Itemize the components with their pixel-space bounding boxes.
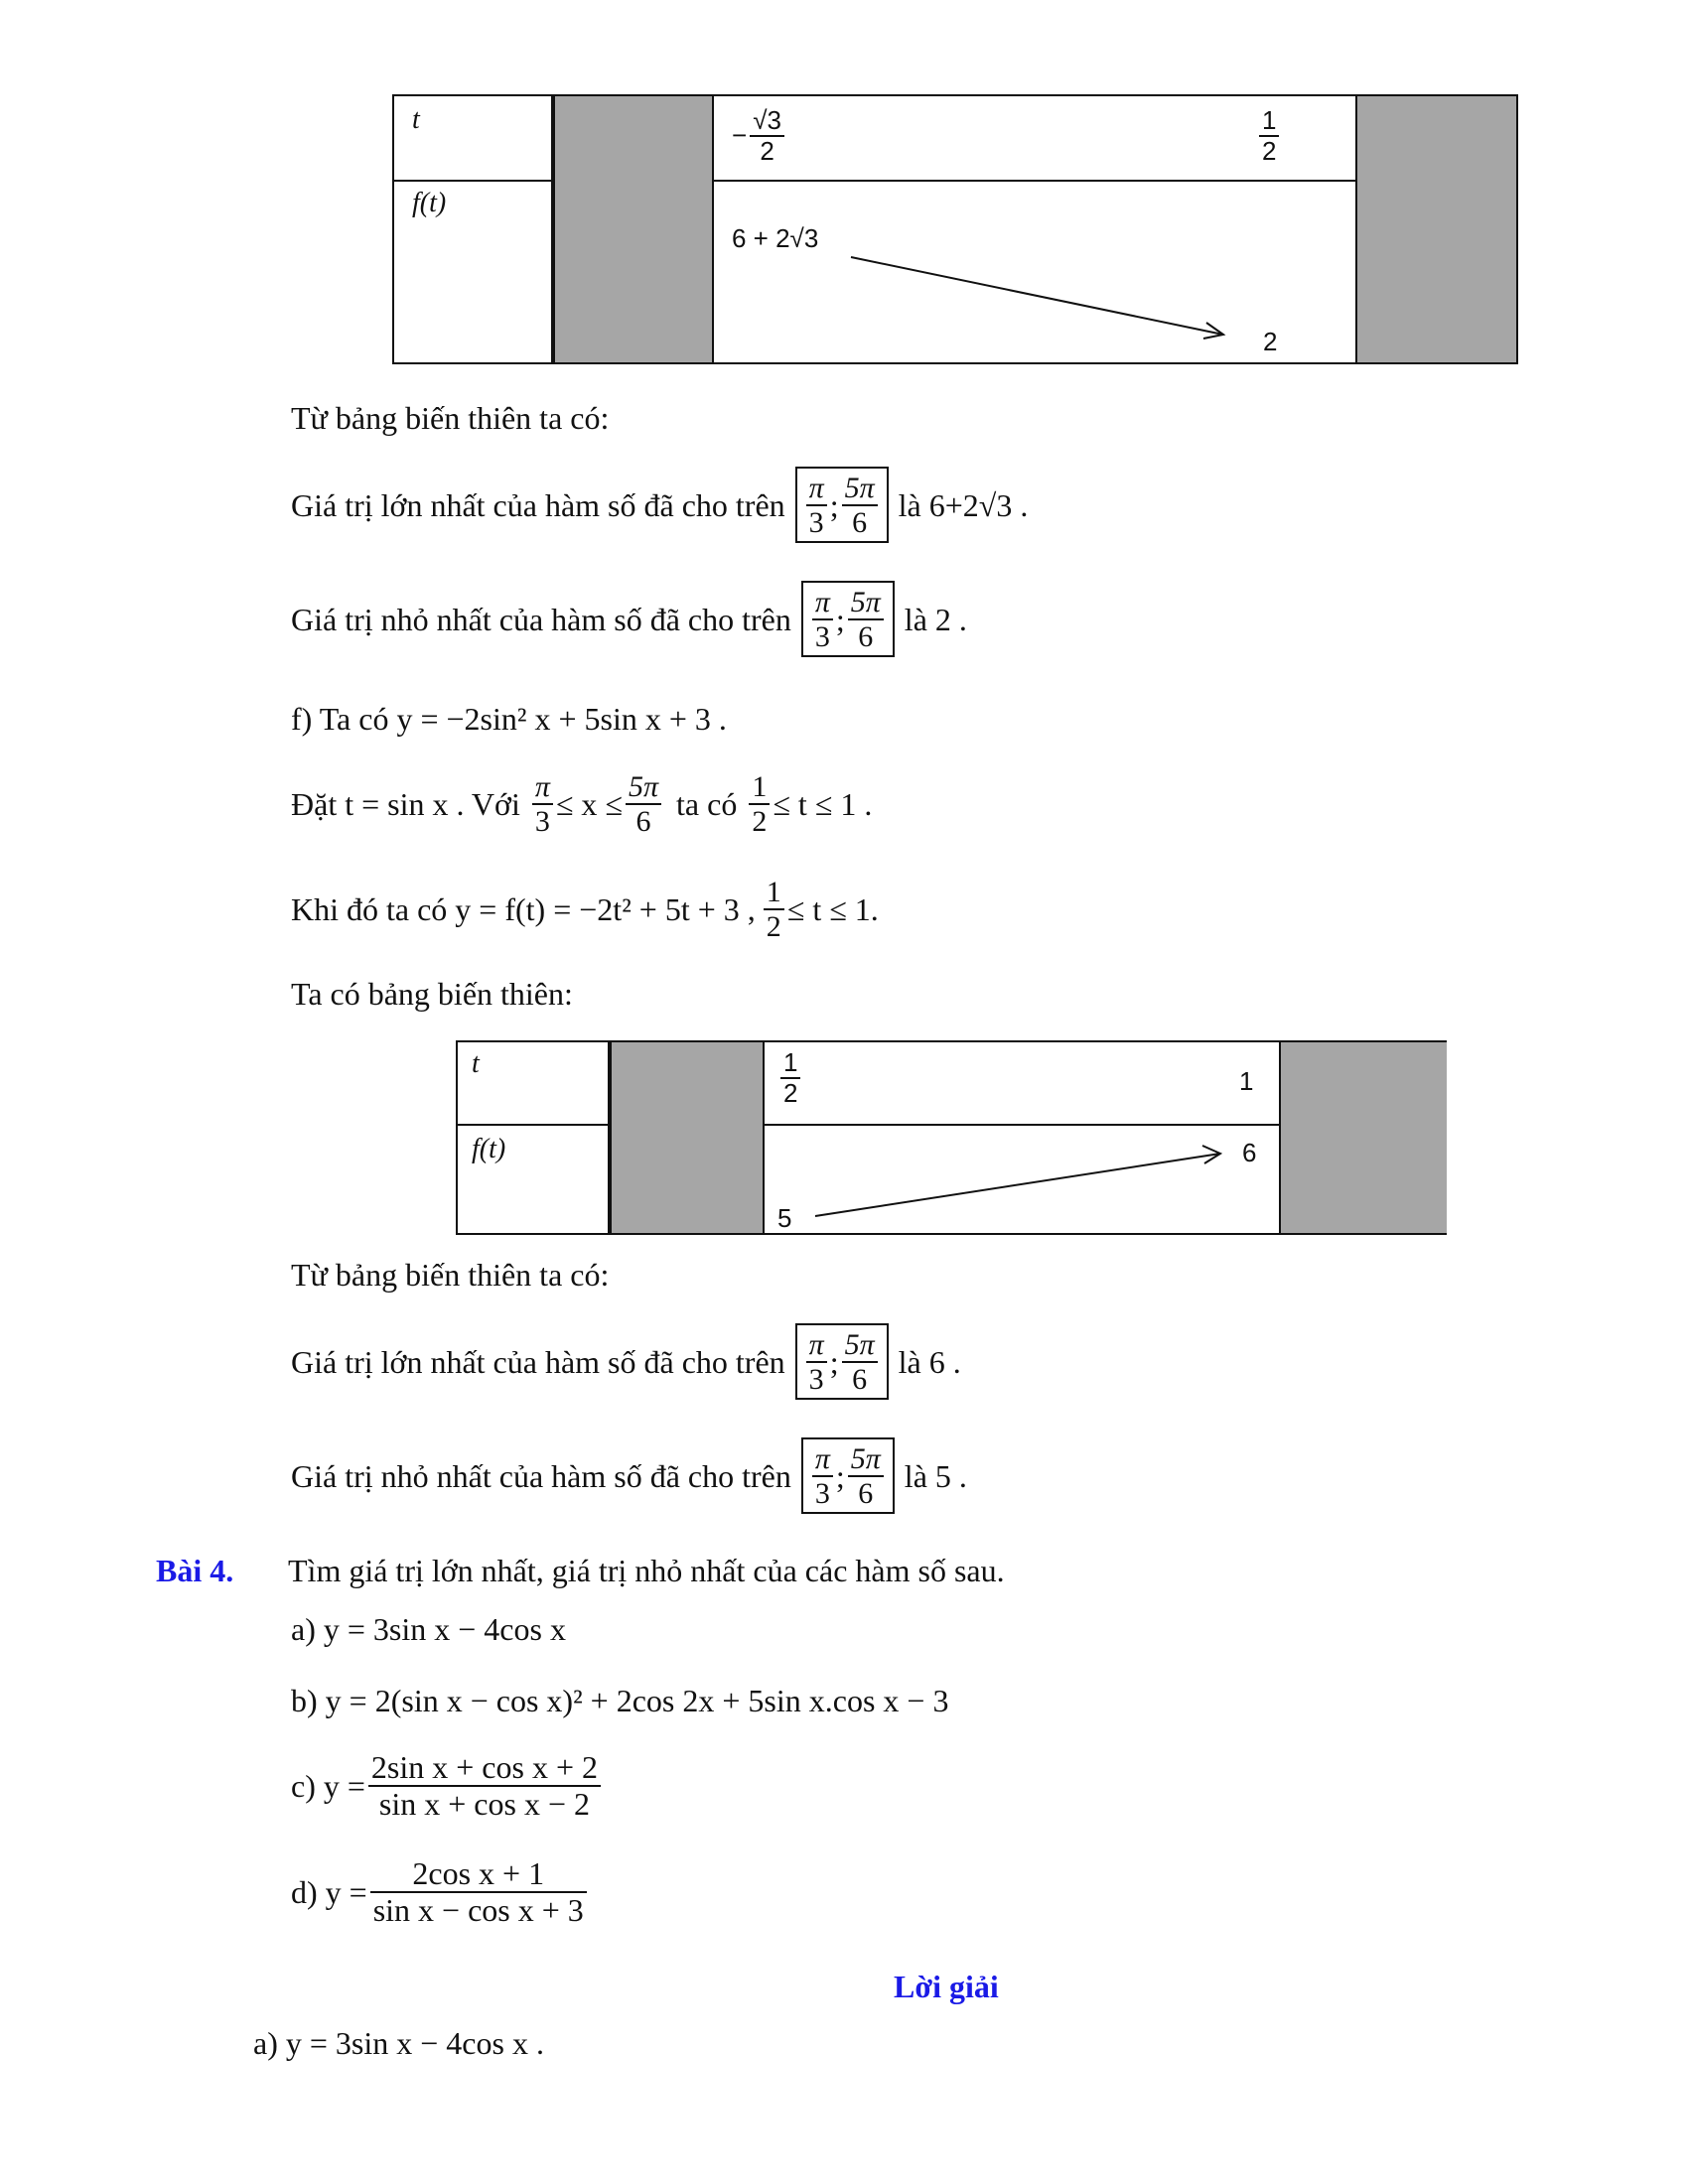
table2-f-end: 6 [1242,1138,1257,1167]
interval-bracket: $\frac{\pi}{3}$ ; $\frac{5\pi}{6}$ [795,467,889,543]
block2-max-line: Giá trị lớn nhất của hàm số đã cho trên $\frac{\pi}{3}$ ; $\frac{5\pi}{6}$ là 6 . [291,1323,961,1400]
table2-t-left: $\frac{1}{2}$ [777,1048,803,1107]
interval-bracket: $\frac{\pi}{3}$ ; $\frac{5\pi}{6}$ [795,1323,889,1400]
table1-ft-label: f(t) [412,188,447,218]
table1-f-end: 2 [1263,327,1278,356]
bai4-d: d) y = $\frac{\text{2cos x + 1}}{\text{sin x − cos x + 3}}$ [291,1856,590,1928]
table1-decreasing-arrow [394,96,1516,362]
table1-t-left: − $\frac{√3}{2}$ [732,106,787,165]
table1-t-label: t [412,104,420,135]
table2-ft-label: f(t) [472,1134,506,1164]
bai4-c: c) y = $\frac{\text{2sin x + cos x + 2}}{\text{sin x + cos x − 2}}$ [291,1750,604,1822]
block2-min-line: Giá trị nhỏ nhất của hàm số đã cho trên $\frac{\pi}{3}$ ; $\frac{5\pi}{6}$ là 5 . [291,1437,967,1514]
part-f-line2: Đặt t = sin x . Với $\frac{\pi}{3}$ ≤ x ≤ $\frac{5\pi}{6}$ ta có $\frac{1}{2}$ ≤ t ≤ 1 . [291,770,873,838]
part-f-line3: Khi đó ta có y = f(t) = −2t² + 5t + 3 , $\frac{1}{2}$ ≤ t ≤ 1. [291,876,879,943]
interval-bracket: $\frac{\pi}{3}$ ; $\frac{5\pi}{6}$ [801,1437,895,1514]
bai4-a: a) y = 3sin x − 4cos x [291,1611,566,1647]
solution-heading: Lời giải [894,1969,999,2004]
part-f-line1: f) Ta có y = −2sin² x + 5sin x + 3 . [291,701,727,737]
table2-increasing-arrow [458,1042,1447,1233]
block2-from-table: Từ bảng biến thiên ta có: [291,1257,610,1293]
bai4-label: Bài 4. [156,1553,234,1588]
variation-table-2 [456,1040,1447,1235]
table1-t-right: $\frac{1}{2}$ [1256,106,1282,165]
table2-f-start: 5 [777,1203,792,1233]
table2-t-right: 1 [1239,1066,1254,1096]
table2-t-label: t [472,1048,480,1079]
interval-bracket: $\frac{\pi}{3}$ ; $\frac{5\pi}{6}$ [801,581,895,657]
bai4-title: Tìm giá trị lớn nhất, giá trị nhỏ nhất của các hàm số sau. [288,1553,1005,1588]
solution-a: a) y = 3sin x − 4cos x . [253,2025,544,2061]
bai4-b: b) y = 2(sin x − cos x)² + 2cos 2x + 5sin x.cos x − 3 [291,1683,949,1718]
table1-f-start: 6 + 2√3 [732,223,819,253]
variation-table-1 [392,94,1518,364]
block1-from-table: Từ bảng biến thiên ta có: [291,400,610,436]
block1-min-line: Giá trị nhỏ nhất của hàm số đã cho trên $\frac{\pi}{3}$ ; $\frac{5\pi}{6}$ là 2 . [291,581,967,657]
part-f-line4: Ta có bảng biến thiên: [291,976,573,1012]
block1-max-line: Giá trị lớn nhất của hàm số đã cho trên $\frac{\pi}{3}$ ; $\frac{5\pi}{6}$ là 6+2√3 . [291,467,1028,543]
